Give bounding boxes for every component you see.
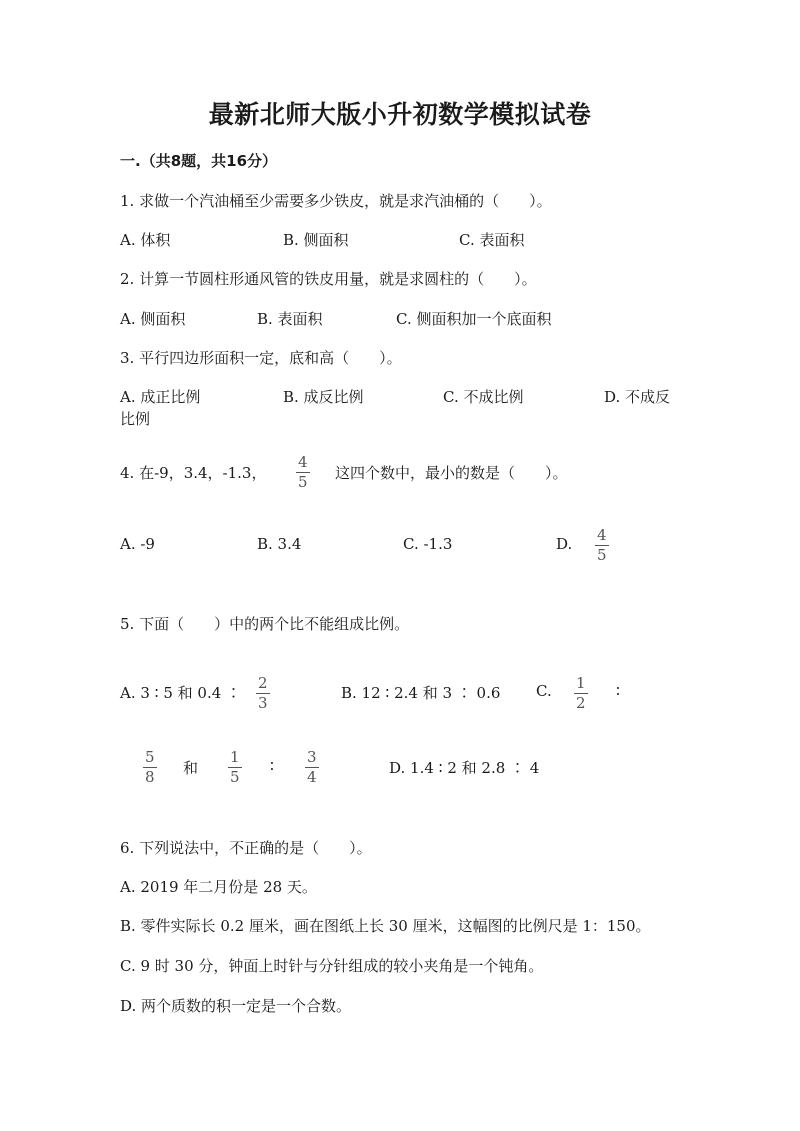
q5-option-b: B. 12 ∶ 2.4 和 3 ∶ 0.6 <box>341 684 501 702</box>
and-word: 和 <box>183 759 199 777</box>
fraction-numerator: 3 <box>307 748 317 766</box>
q6-option-b: B. 零件实际长 0.2 厘米，画在图纸上长 30 厘米，这幅图的比例尺是 1：150。 <box>120 917 651 935</box>
question-4-text-after: 这四个数中，最小的数是（ ）。 <box>335 464 568 482</box>
q1-option-b: B. 侧面积 <box>283 231 349 249</box>
question-3: 3. 平行四边形面积一定，底和高（ ）。 <box>120 349 402 367</box>
fraction-denominator: 5 <box>298 473 308 491</box>
fraction-denominator: 5 <box>597 546 607 564</box>
fraction-denominator: 5 <box>230 768 240 786</box>
fraction-numerator: 4 <box>298 453 308 471</box>
q5-option-d: D. 1.4 ∶ 2 和 2.8 ∶ 4 <box>389 759 540 777</box>
q4-option-b: B. 3.4 <box>257 535 302 553</box>
q4-option-d-fraction <box>595 528 609 563</box>
q4-fraction <box>296 455 310 490</box>
fraction-denominator: 8 <box>145 768 155 786</box>
q1-option-a: A. 体积 <box>120 231 171 249</box>
ratio-colon: ∶ <box>616 682 620 700</box>
q5-option-c-fraction-4 <box>305 750 319 785</box>
q6-option-a: A. 2019 年二月份是 28 天。 <box>120 878 317 896</box>
q5-option-c-fraction-3 <box>228 750 242 785</box>
question-6: 6. 下列说法中，不正确的是（ ）。 <box>120 839 372 857</box>
q4-option-a: A. -9 <box>120 535 155 553</box>
q6-option-c: C. 9 时 30 分，钟面上时针与分针组成的较小夹角是一个钝角。 <box>120 957 544 975</box>
fraction-denominator: 4 <box>307 768 317 786</box>
q3-option-d-line2: 比例 <box>120 410 151 428</box>
question-4-text-before: 4. 在-9，3.4，-1.3， <box>120 464 267 482</box>
q5-option-a: A. 3 ∶ 5 和 0.4 ∶ <box>120 684 242 702</box>
section-heading: 一.（共8题，共16分） <box>120 152 278 170</box>
q3-option-a: A. 成正比例 <box>120 388 201 406</box>
q4-option-c: C. -1.3 <box>403 535 453 553</box>
q3-option-b: B. 成反比例 <box>283 388 364 406</box>
q3-option-c: C. 不成比例 <box>443 388 524 406</box>
question-2: 2. 计算一节圆柱形通风管的铁皮用量，就是求圆柱的（ ）。 <box>120 270 537 288</box>
question-5: 5. 下面（ ）中的两个比不能组成比例。 <box>120 615 410 633</box>
q4-option-d: D. <box>556 535 573 553</box>
q2-option-b: B. 表面积 <box>257 310 323 328</box>
q2-option-a: A. 侧面积 <box>120 310 186 328</box>
q5-option-c-label: C. <box>536 682 552 700</box>
q2-option-c: C. 侧面积加一个底面积 <box>396 310 552 328</box>
q1-option-c: C. 表面积 <box>459 231 525 249</box>
fraction-denominator: 3 <box>258 694 268 712</box>
fraction-numerator: 5 <box>145 748 155 766</box>
fraction-denominator: 2 <box>576 694 586 712</box>
ratio-colon: ∶ <box>270 757 274 775</box>
question-1: 1. 求做一个汽油桶至少需要多少铁皮，就是求汽油桶的（ ）。 <box>120 192 552 210</box>
fraction-numerator: 1 <box>576 674 586 692</box>
fraction-numerator: 2 <box>258 674 268 692</box>
q5-option-c-fraction-1 <box>574 676 588 711</box>
q3-option-d-line1: D. 不成反 <box>604 388 671 406</box>
q5-option-c-fraction-2 <box>143 750 157 785</box>
page-title: 最新北师大版小升初数学模拟试卷 <box>208 100 592 129</box>
fraction-numerator: 4 <box>597 526 607 544</box>
q6-option-d: D. 两个质数的积一定是一个合数。 <box>120 997 352 1015</box>
q5-option-a-fraction <box>256 676 270 711</box>
fraction-numerator: 1 <box>230 748 240 766</box>
